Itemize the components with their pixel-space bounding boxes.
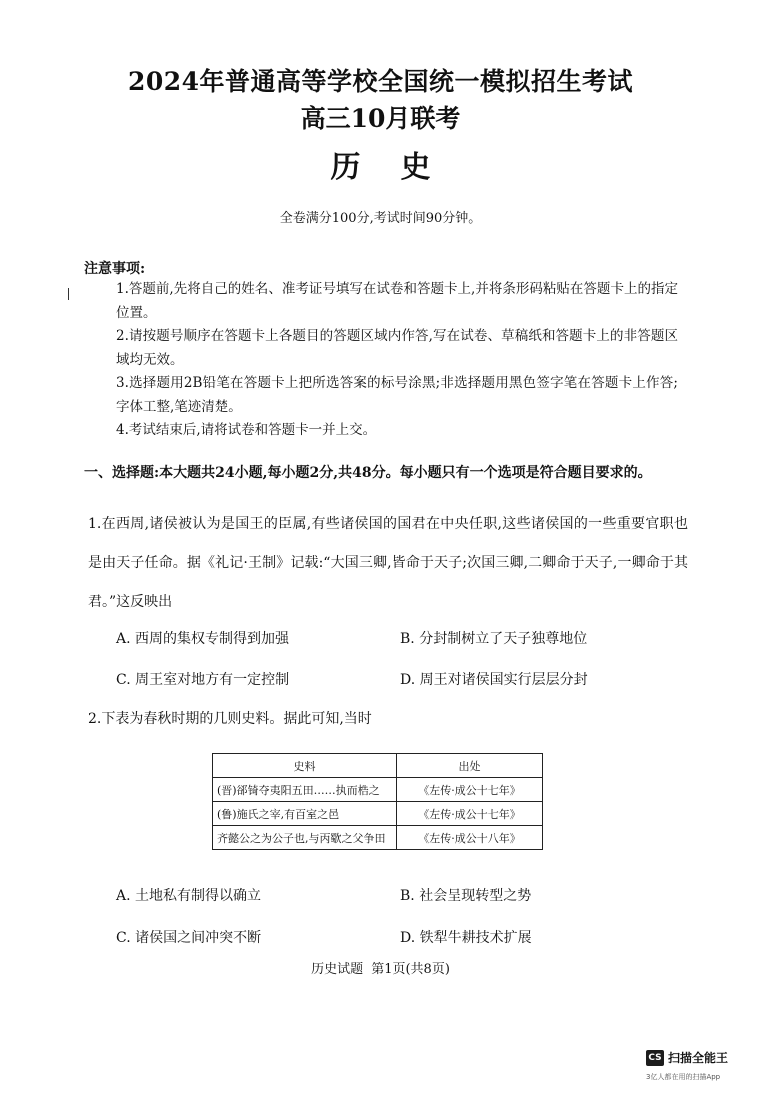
- table-row: [213, 778, 543, 802]
- notice-list: [116, 278, 678, 443]
- section-heading: 一、选择题:本大题共24小题,每小题2分,共48分。每小题只有一个选项是符合题目要求的。: [84, 465, 652, 481]
- q1-option-d: D. 周王对诸侯国实行层层分封: [400, 672, 588, 688]
- q1-option-c: C. 周王室对地方有一定控制: [116, 672, 290, 688]
- table-header-origin: 出处: [397, 754, 543, 778]
- question-2-stem: 2.下表为春秋时期的几则史料。据此可知,当时: [88, 711, 372, 727]
- camscanner-logo-icon: CS: [646, 1050, 664, 1066]
- table-cell-source: (鲁)施氏之宰,有百室之邑: [213, 802, 397, 826]
- exam-info: 全卷满分100分,考试时间90分钟。: [279, 211, 482, 226]
- table-cell-origin: 《左传·成公十八年》: [397, 826, 543, 850]
- table-cell-origin: 《左传·成公十七年》: [397, 802, 543, 826]
- q1-option-a: A. 西周的集权专制得到加强: [116, 631, 290, 647]
- notice-item: 1.答题前,先将自己的姓名、准考证号填写在试卷和答题卡上,并将条形码粘贴在答题卡上的指定位置。: [116, 281, 678, 321]
- table-row: [213, 826, 543, 850]
- exam-title: 2024年普通高等学校全国统一模拟招生考试: [127, 67, 634, 96]
- exam-subtitle: 高三10月联考: [300, 104, 461, 133]
- q1-option-b: B. 分封制树立了天子独尊地位: [400, 631, 588, 647]
- q2-option-a: A. 土地私有制得以确立: [116, 888, 262, 904]
- table-header-source: 史料: [213, 754, 397, 778]
- subject-title: 历史: [330, 150, 471, 185]
- watermark-tagline: 3亿人都在用的扫描App: [646, 1073, 721, 1081]
- table-cell-origin: 《左传·成公十七年》: [397, 778, 543, 802]
- notice-item: 4.考试结束后,请将试卷和答题卡一并上交。: [116, 422, 377, 438]
- source-table: [212, 753, 543, 850]
- scan-mark: [68, 288, 69, 300]
- question-1-stem: 1.在西周,诸侯被认为是国王的臣属,有些诸侯国的国君在中央任职,这些诸侯国的一些重要官职也是由天子任命。据《礼记·王制》记载:“大国三卿,皆命于天子;次国三卿,二卿命于天子,一卿命于其君。”这反映出: [88, 516, 688, 610]
- q2-option-c: C. 诸侯国之间冲突不断: [116, 930, 262, 946]
- notice-item: 2.请按题号顺序在答题卡上各题目的答题区域内作答,写在试卷、草稿纸和答题卡上的非答题区域均无效。: [116, 328, 678, 368]
- page-footer: 历史试题 第1页(共8页): [311, 962, 450, 977]
- notice-item: 3.选择题用2B铅笔在答题卡上把所选答案的标号涂黑;非选择题用黑色签字笔在答题卡上作答;字体工整,笔迹清楚。: [116, 375, 678, 415]
- scanner-watermark: [646, 1050, 756, 1090]
- table-cell-source: (晋)郤锜夺夷阳五田……执而梏之: [213, 778, 397, 802]
- table-row: [213, 802, 543, 826]
- q2-option-d: D. 铁犁牛耕技术扩展: [400, 930, 532, 946]
- table-header-row: [213, 754, 543, 778]
- watermark-name: 扫描全能王: [668, 1051, 729, 1065]
- notice-heading: 注意事项:: [84, 261, 146, 277]
- q2-option-b: B. 社会呈现转型之势: [400, 888, 532, 904]
- table-cell-source: 齐懿公之为公子也,与丙歜之父争田: [213, 826, 397, 850]
